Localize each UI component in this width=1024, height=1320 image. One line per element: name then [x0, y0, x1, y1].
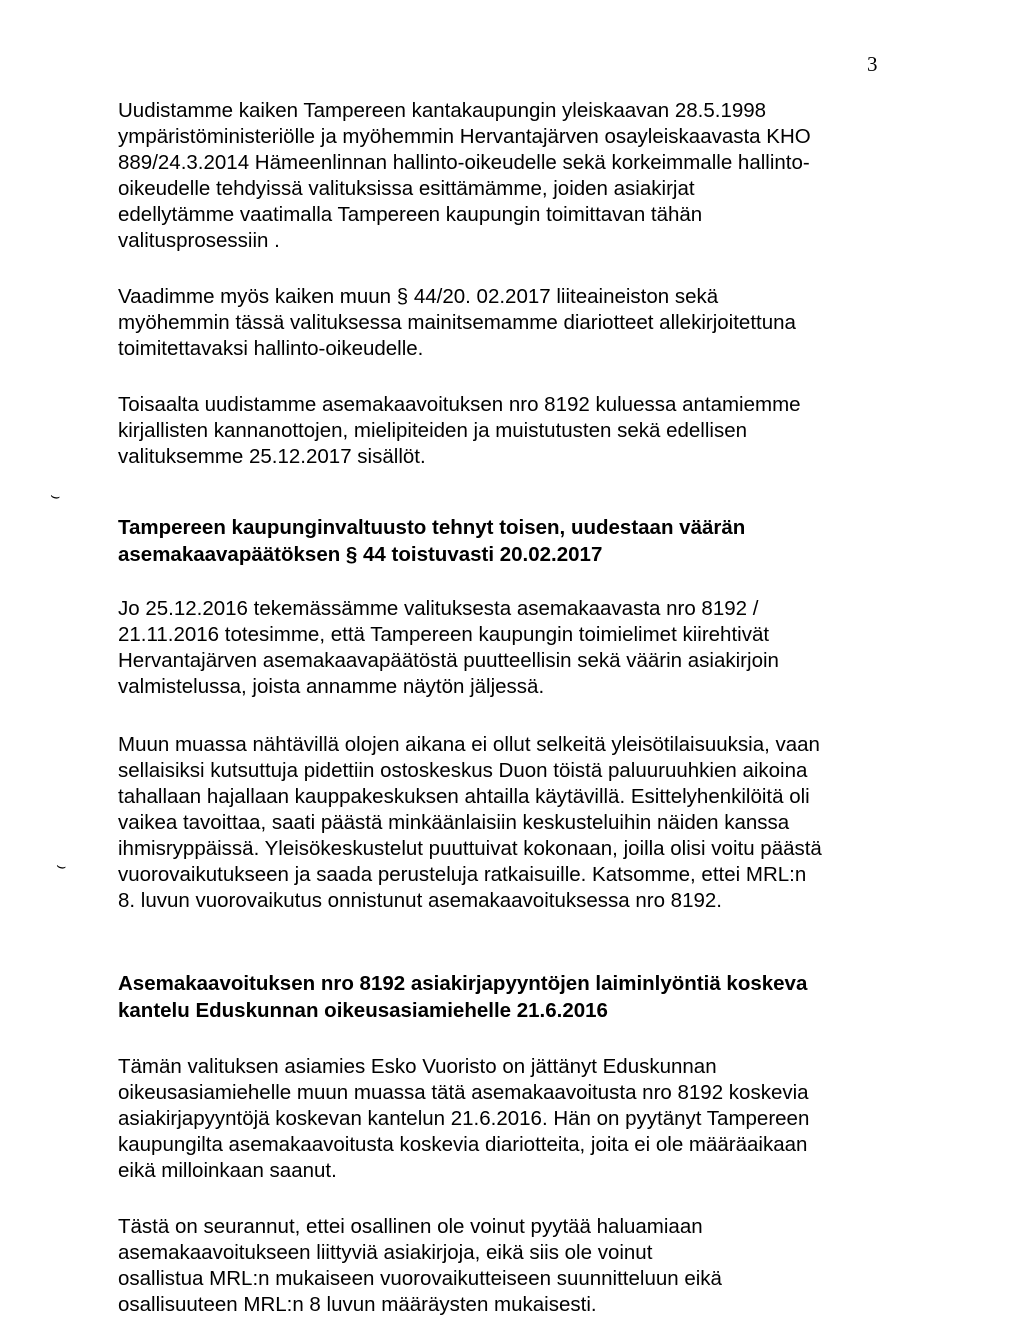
paragraph-2 — [118, 284, 898, 362]
text-line: edellytämme vaatimalla Tampereen kaupungin toimittavan tähän — [118, 203, 703, 226]
text-line: toimitettavaksi hallinto-oikeudelle. — [118, 337, 424, 360]
text-line: tahallaan hajallaan kauppakeskuksen ahtailla käytävillä. Esittelyhenkilöitä oli — [118, 785, 810, 808]
text-line: osallistua MRL:n mukaiseen vuorovaikutteiseen suunnitteluun eikä — [118, 1267, 722, 1290]
text-line: Vaadimme myös kaiken muun § 44/20. 02.2017 liiteaineiston sekä — [118, 285, 719, 308]
heading-line: Asemakaavoituksen nro 8192 asiakirjapyyntöjen laiminlyöntiä koskeva — [118, 972, 808, 995]
text-line: Jo 25.12.2016 tekemässämme valituksesta asemakaavasta nro 8192 / — [118, 597, 759, 620]
heading-line: asemakaavapäätöksen § 44 toistuvasti 20.02.2017 — [118, 543, 603, 566]
paragraph-6 — [118, 1054, 898, 1184]
text-line: kirjallisten kannanottojen, mielipiteiden ja muistutusten sekä edellisen — [118, 419, 748, 442]
heading-line: kantelu Eduskunnan oikeusasiamiehelle 21.6.2016 — [118, 999, 608, 1022]
text-line: sellaisiksi kutsuttuja pidettiin ostoskeskus Duon töistä paluuruuhkien aikoina — [118, 759, 808, 782]
text-line: Tämän valituksen asiamies Esko Vuoristo on jättänyt Eduskunnan — [118, 1055, 717, 1078]
heading-line: Tampereen kaupunginvaltuusto tehnyt toisen, uudestaan väärän — [118, 516, 746, 539]
text-line: valitusprosessiin . — [118, 229, 280, 252]
text-line: vaikea tavoittaa, saati päästä minkäänlaisiin keskusteluihin näiden kanssa — [118, 811, 790, 834]
section-heading — [118, 970, 898, 1024]
text-line: ympäristöministeriölle ja myöhemmin Hervantajärven osayleiskaavasta KHO — [118, 125, 811, 148]
paragraph-4 — [118, 596, 898, 700]
text-line: asiakirjapyyntöjä koskevan kantelun 21.6.2016. Hän on pyytänyt Tampereen — [118, 1107, 810, 1130]
text-line: kaupungilta asemakaavoitusta koskevia diariotteita, joita ei ole määräaikaan — [118, 1133, 808, 1156]
text-line: myöhemmin tässä valituksessa mainitsemamme diariotteet allekirjoitettuna — [118, 311, 796, 334]
text-line: eikä milloinkaan saanut. — [118, 1159, 337, 1182]
text-line: osallisuuteen MRL:n 8 luvun määräysten mukaisesti. — [118, 1293, 597, 1316]
margin-mark: ⌣ — [48, 485, 63, 506]
text-line: Hervantajärven asemakaavapäätöstä puutteellisin sekä väärin asiakirjoin — [118, 649, 779, 672]
text-line: 8. luvun vuorovaikutus onnistunut asemakaavoituksessa nro 8192. — [118, 889, 722, 912]
text-line: valituksemme 25.12.2017 sisällöt. — [118, 445, 426, 468]
text-line: asemakaavoitukseen liittyviä asiakirjoja, eikä siis ole voinut — [118, 1241, 653, 1264]
text-line: ihmisryppäissä. Yleisökeskustelut puuttuivat kokonaan, joilla olisi voitu päästä — [118, 837, 822, 860]
text-line: oikeudelle tehdyissä valituksissa esittämämme, joiden asiakirjat — [118, 177, 695, 200]
paragraph-1 — [118, 98, 898, 254]
section-heading — [118, 514, 898, 568]
margin-mark: ⌣ — [54, 855, 69, 876]
page-number: 3 — [867, 52, 878, 76]
paragraph-7 — [118, 1214, 898, 1318]
text-line: vuorovaikutukseen ja saada perusteluja ratkaisuille. Katsomme, ettei MRL:n — [118, 863, 807, 886]
text-line: oikeusasiamiehelle muun muassa tätä asemakaavoitusta nro 8192 koskevia — [118, 1081, 809, 1104]
text-line: Uudistamme kaiken Tampereen kantakaupungin yleiskaavan 28.5.1998 — [118, 99, 767, 122]
text-line: valmistelussa, joista annamme näytön jäljessä. — [118, 675, 545, 698]
paragraph-5 — [118, 732, 898, 914]
text-line: Muun muassa nähtävillä olojen aikana ei ollut selkeitä yleisötilaisuuksia, vaan — [118, 733, 820, 756]
paragraph-3 — [118, 392, 898, 470]
document-body — [118, 98, 898, 1318]
text-line: Tästä on seurannut, ettei osallinen ole voinut pyytää haluamiaan — [118, 1215, 703, 1238]
text-line: Toisaalta uudistamme asemakaavoituksen nro 8192 kuluessa antamiemme — [118, 393, 801, 416]
text-line: 889/24.3.2014 Hämeenlinnan hallinto-oikeudelle sekä korkeimmalle hallinto- — [118, 151, 810, 174]
text-line: 21.11.2016 totesimme, että Tampereen kaupungin toimielimet kiirehtivät — [118, 623, 770, 646]
